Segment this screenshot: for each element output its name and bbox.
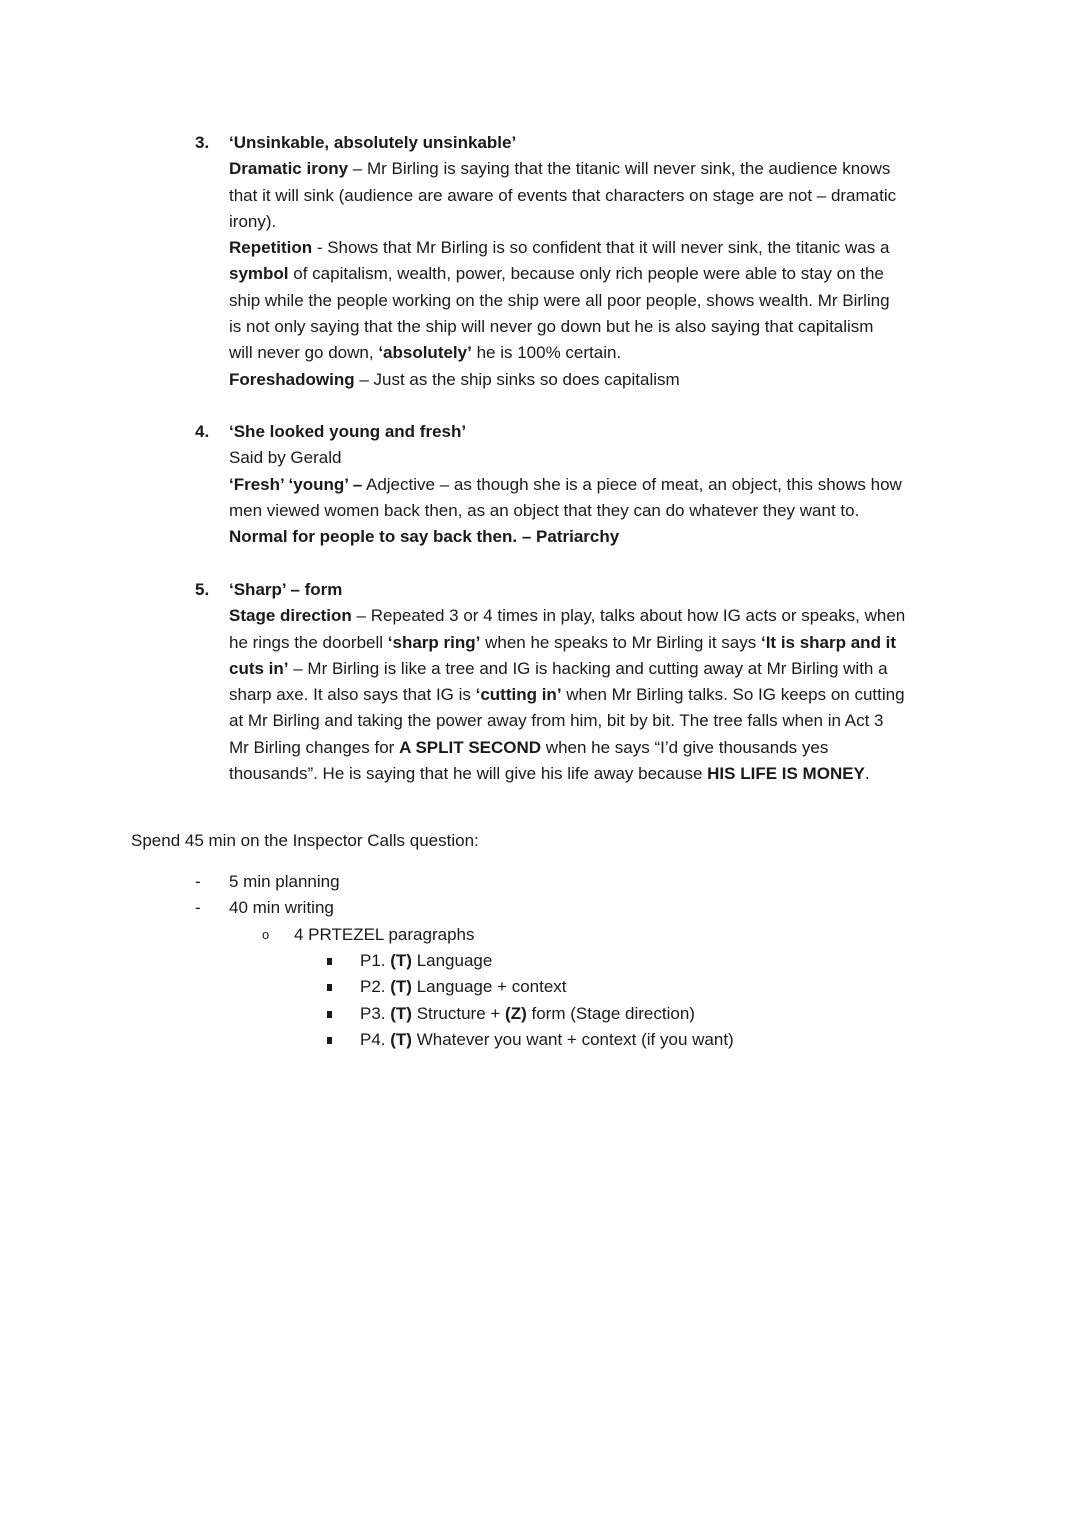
text: that it will sink (audience are aware of events that characters on stage are not – dramatic xyxy=(229,185,897,205)
dash-bullet: - xyxy=(195,872,201,891)
bold-text: (T) xyxy=(390,951,412,970)
text: P3. xyxy=(360,1004,391,1023)
item-content xyxy=(229,419,965,550)
text-line xyxy=(229,498,965,524)
text: form (Stage direction) xyxy=(526,1004,695,1023)
text: P4. xyxy=(360,1030,391,1049)
text: when he says “I’d give thousands yes xyxy=(541,737,829,757)
analysis-item-3 xyxy=(195,130,965,393)
text: – Mr Birling is like a tree and IG is hacking and cutting away at Mr Birling with a xyxy=(288,658,888,678)
text: will never go down, xyxy=(229,343,379,363)
text: when he speaks to Mr Birling it says xyxy=(480,632,761,652)
bold-text: HIS LIFE IS MONEY xyxy=(707,764,865,784)
list-item-text: 40 min writing xyxy=(229,898,334,917)
bold-text: Repetition xyxy=(229,238,313,258)
text: ship while the people working on the ship were all poor people, shows wealth. Mr Birling xyxy=(229,290,890,310)
text: he rings the doorbell xyxy=(229,632,388,652)
text-line xyxy=(229,314,965,340)
square-bullet xyxy=(327,958,332,965)
text-line xyxy=(229,524,965,550)
text: Adjective – as though she is a piece of meat, an object, this shows how xyxy=(362,474,902,494)
text: P2. xyxy=(360,977,391,996)
text-line xyxy=(229,156,965,182)
text-line xyxy=(229,183,965,209)
text-line xyxy=(229,340,965,366)
text: thousands”. He is saying that he will give his life away because xyxy=(229,764,708,784)
bold-text: symbol xyxy=(229,264,289,284)
item-number: 3. xyxy=(195,133,210,152)
text-line xyxy=(229,472,965,498)
bold-text: ‘It is sharp and it xyxy=(760,632,897,652)
bold-text: Normal for people to say back then. – Patriarchy xyxy=(229,527,620,547)
list-item-text: 4 PRTEZEL paragraphs xyxy=(294,925,475,944)
bold-text: ‘sharp ring’ xyxy=(387,632,481,652)
text-line xyxy=(229,603,965,629)
text-line xyxy=(229,682,965,708)
bold-text: (T) xyxy=(390,977,412,996)
paragraph-plan xyxy=(360,1001,695,1027)
paragraph-plan xyxy=(360,1027,734,1053)
analysis-item-4 xyxy=(195,419,965,550)
text: when Mr Birling talks. So IG keeps on cutting xyxy=(561,685,905,705)
text-line xyxy=(229,445,965,471)
text: at Mr Birling and taking the power away from him, bit by bit. The tree falls when in Act 3 xyxy=(229,711,884,731)
item-number: 5. xyxy=(195,580,210,599)
paragraph-plan xyxy=(360,948,492,974)
text-line xyxy=(229,235,965,261)
paragraph-plan xyxy=(360,974,567,1000)
item-body xyxy=(229,156,965,393)
text-line xyxy=(229,209,965,235)
item-number: 4. xyxy=(195,422,210,441)
square-bullet xyxy=(327,1037,332,1044)
item-body xyxy=(229,445,965,550)
text-line xyxy=(229,630,965,656)
text: he is 100% certain. xyxy=(471,343,622,363)
text: Language xyxy=(411,951,493,970)
bold-text: (T) xyxy=(390,1030,412,1049)
text: irony). xyxy=(229,211,277,231)
analysis-item-5 xyxy=(195,577,965,787)
bold-text: ‘cutting in’ xyxy=(475,685,562,705)
dash-bullet: - xyxy=(195,898,201,917)
bold-text: (Z) xyxy=(505,1004,527,1023)
text: of capitalism, wealth, power, because only rich people were able to stay on the xyxy=(288,264,884,284)
text: Language + context xyxy=(411,977,567,996)
bold-text: Stage direction xyxy=(229,606,352,626)
item-heading: ‘She looked young and fresh’ xyxy=(229,422,467,441)
text: P1. xyxy=(360,951,391,970)
item-content xyxy=(229,577,965,787)
text: Whatever you want + context (if you want) xyxy=(411,1030,734,1049)
text-line xyxy=(229,708,965,734)
text: . xyxy=(864,764,870,784)
text: – Repeated 3 or 4 times in play, talks about how IG acts or speaks, when xyxy=(351,606,906,626)
item-body xyxy=(229,603,965,787)
text: – Just as the ship sinks so does capitalism xyxy=(354,369,680,389)
text: Structure + xyxy=(411,1004,506,1023)
text-line xyxy=(229,261,965,287)
text: Said by Gerald xyxy=(229,448,342,468)
square-bullet xyxy=(327,984,332,991)
exam-plan-intro: Spend 45 min on the Inspector Calls question: xyxy=(131,831,479,850)
text: Mr Birling changes for xyxy=(229,737,400,757)
bold-text: cuts in’ xyxy=(229,658,289,678)
bold-text: (T) xyxy=(390,1004,412,1023)
text-line xyxy=(229,761,965,787)
text-line xyxy=(229,288,965,314)
square-bullet xyxy=(327,1011,332,1018)
bold-text: A SPLIT SECOND xyxy=(399,737,542,757)
text: is not only saying that the ship will never go down but he is also saying that capitalism xyxy=(229,317,874,337)
text: men viewed women back then, as an object that they can do whatever they want to. xyxy=(229,500,860,520)
item-content xyxy=(229,130,965,393)
text: sharp axe. It also says that IG is xyxy=(229,685,476,705)
text-line xyxy=(229,367,965,393)
circle-bullet: o xyxy=(262,927,270,942)
list-item-text: 5 min planning xyxy=(229,872,340,891)
item-heading: ‘Unsinkable, absolutely unsinkable’ xyxy=(229,133,517,152)
text: - Shows that Mr Birling is so confident that it will never sink, the titanic was a xyxy=(312,238,890,258)
item-heading: ‘Sharp’ – form xyxy=(229,580,343,599)
text: – Mr Birling is saying that the titanic will never sink, the audience knows xyxy=(348,159,891,179)
bold-text: ‘absolutely’ xyxy=(378,343,472,363)
bold-text: ‘Fresh’ ‘young’ – xyxy=(229,474,363,494)
text-line xyxy=(229,656,965,682)
bold-text: Foreshadowing xyxy=(229,369,355,389)
bold-text: Dramatic irony xyxy=(229,159,349,179)
text-line xyxy=(229,735,965,761)
